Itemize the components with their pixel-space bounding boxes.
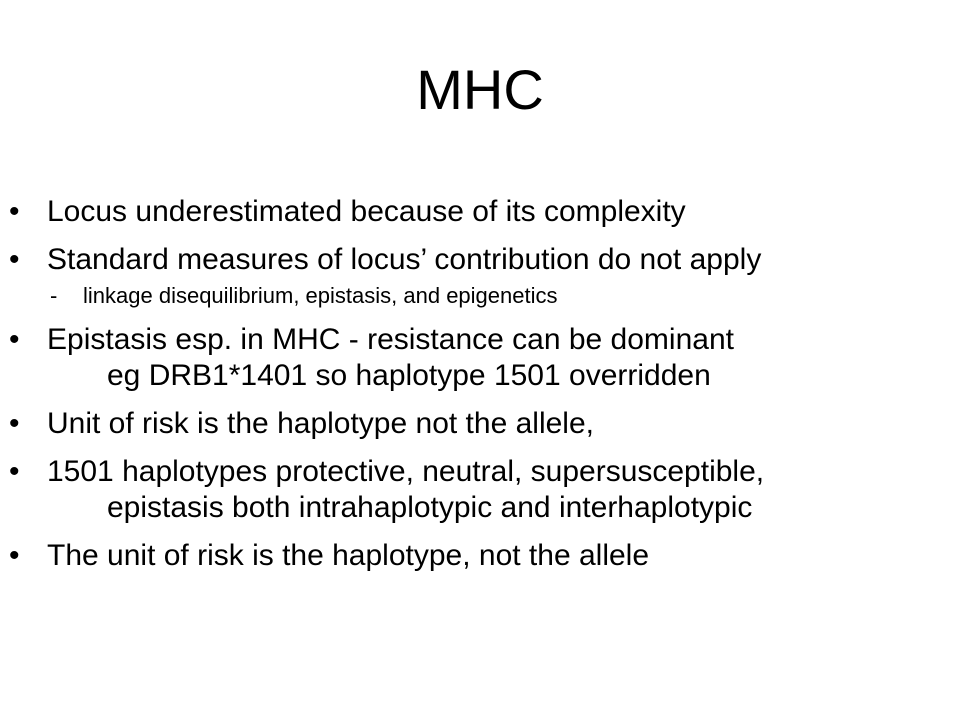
bullet-item <box>0 194 960 230</box>
bullet-marker: • <box>9 323 20 356</box>
slide-title: MHC <box>416 58 544 121</box>
bullet-text: Epistasis esp. in MHC - resistance can be dominant <box>47 323 734 356</box>
bullet-text: 1501 haplotypes protective, neutral, supersusceptible, <box>47 455 765 488</box>
bullet-text: Standard measures of locus’ contribution do not apply <box>47 243 762 276</box>
sub-bullet <box>47 282 960 310</box>
bullet-item <box>0 454 960 526</box>
bullet-marker: • <box>9 407 20 440</box>
bullet-item <box>0 406 960 442</box>
bullet-text: Locus underestimated because of its complexity <box>47 195 686 228</box>
bullet-item <box>0 242 960 310</box>
bullet-marker: • <box>9 243 20 276</box>
sub-bullet-text: linkage disequilibrium, epistasis, and epigenetics <box>83 283 558 308</box>
bullet-continuation: eg DRB1*1401 so haplotype 1501 overridden <box>107 359 711 392</box>
bullet-item <box>0 538 960 574</box>
bullet-item <box>0 322 960 394</box>
sub-bullet-dash: - <box>50 283 58 308</box>
bullet-text: Unit of risk is the haplotype not the allele, <box>47 407 594 440</box>
bullet-marker: • <box>9 539 20 572</box>
bullet-text: The unit of risk is the haplotype, not the allele <box>47 539 650 572</box>
bullet-list <box>0 194 960 586</box>
bullet-continuation: epistasis both intrahaplotypic and interhaplotypic <box>107 491 753 524</box>
bullet-marker: • <box>9 195 20 228</box>
bullet-marker: • <box>9 455 20 488</box>
